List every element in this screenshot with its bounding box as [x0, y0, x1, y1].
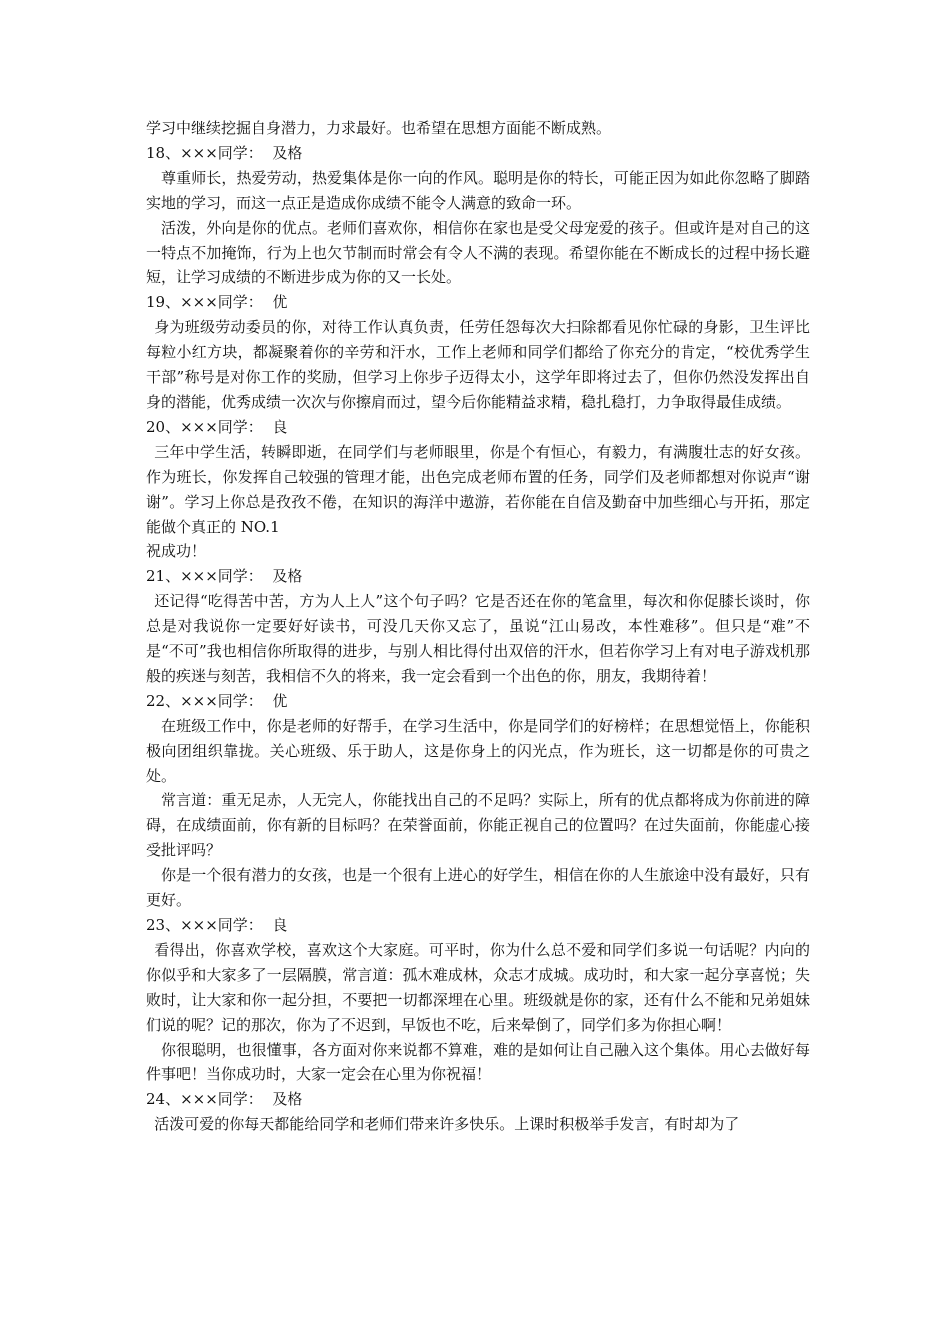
text-line: 祝成功！	[146, 542, 207, 561]
student-heading-19: 19、×××同学： 优	[146, 293, 288, 312]
student-heading-23: 23、×××同学： 良	[146, 916, 288, 934]
comment-paragraph: 常言道：重无足赤，人无完人，你能找出自己的不足吗？实际上，所有的优点都将成为你前进的障碍，在成绩面前，你有新的目标吗？在荣誉面前，你能正视自己的位置吗？在过失面前，你能虚心接受批评吗？	[146, 791, 810, 860]
comment-paragraph: 尊重师长，热爱劳动，热爱集体是你一向的作风。聪明是你的特长，可能正因为如此你忽略了脚踏实地的学习，而这一点正是造成你成绩不能令人满意的致命一环。	[146, 168, 810, 212]
comment-paragraph: 活泼，外向是你的优点。老师们喜欢你，相信你在家也是受父母宠爱的孩子。但或许是对自己的这一特点不加掩饰，行为上也欠节制而时常会有令人不满的表现。希望你能在不断成长的过程中扬长避短，让学习成绩的不断进步成为你的又一长处。	[146, 218, 810, 287]
student-heading-20: 20、×××同学： 良	[146, 417, 288, 436]
comment-paragraph: 身为班级劳动委员的你，对待工作认真负责，任劳任怨每次大扫除都看见你忙碌的身影，卫生评比每粒小红方块，都凝聚着你的辛劳和汗水，工作上老师和同学们都给了你充分的肯定，“校优秀学生干部”称号是对你工作的奖励，但学习上你步子迈得太小，这学年即将过去了，但你仍然没发挥出自身的潜能，优秀成绩一次次与你擦肩而过，望今后你能精益求精，稳扎稳打，力争取得最佳成绩。	[146, 318, 810, 411]
comment-paragraph: 三年中学生活，转瞬即逝，在同学们与老师眼里，你是个有恒心，有毅力，有满腹壮志的好女孩。作为班长，你发挥自己较强的管理才能，出色完成老师布置的任务，同学们及老师都想对你说声“谢谢”。学习上你总是孜孜不倦，在知识的海洋中遨游，若你能在自信及勤奋中加些细心与开拓，那定能做个真正的 NO.1	[146, 442, 810, 536]
student-heading-21: 21、×××同学： 及格	[146, 567, 303, 586]
student-heading-22: 22、×××同学： 优	[146, 691, 288, 710]
text-line: 学习中继续挖掘自身潜力，力求最好。也希望在思想方面能不断成熟。	[146, 119, 612, 137]
comment-paragraph: 你是一个很有潜力的女孩，也是一个很有上进心的好学生，相信在你的人生旅途中没有最好，只有更好。	[146, 866, 810, 910]
comment-paragraph: 在班级工作中，你是老师的好帮手，在学习生活中，你是同学们的好榜样；在思想觉悟上，你能积极向团组织靠拢。关心班级、乐于助人，这是你身上的闪光点，作为班长，这一切都是你的可贵之处。	[146, 716, 810, 785]
comment-paragraph: 看得出，你喜欢学校，喜欢这个大家庭。可平时，你为什么总不爱和同学们多说一句话呢？内向的你似乎和大家多了一层隔膜，常言道：孤木难成林，众志才成城。成功时，和大家一起分享喜悦；失败时，让大家和你一起分担，不要把一切都深埋在心里。班级就是你的家，还有什么不能和兄弟姐妹们说的呢？记的那次，你为了不迟到，早饭也不吃，后来晕倒了，同学们多为你担心啊！	[146, 940, 810, 1034]
comment-paragraph: 活泼可爱的你每天都能给同学和老师们带来许多快乐。上课时积极举手发言，有时却为了	[154, 1115, 740, 1134]
student-heading-18: 18、×××同学： 及格	[146, 143, 303, 162]
comment-paragraph: 还记得“吃得苦中苦，方为人上人”这个句子吗？它是否还在你的笔盒里，每次和你促膝长谈时，你总是对我说你一定要好好读书，可没几天你又忘了，虽说“江山易改，本性难移”。但只是“难”不是“不可”我也相信你所取得的进步，与别人相比得付出双倍的汗水，但若你学习上有对电子游戏机那般的疾迷与刻苦，我相信不久的将来，我一定会看到一个出色的你，朋友，我期待着！	[146, 592, 810, 685]
document-page	[146, 116, 810, 1137]
student-heading-24: 24、×××同学： 及格	[146, 1090, 303, 1109]
comment-paragraph: 你很聪明，也很懂事，各方面对你来说都不算难，难的是如何让自己融入这个集体。用心去做好每件事吧！当你成功时，大家一定会在心里为你祝福！	[146, 1040, 810, 1084]
